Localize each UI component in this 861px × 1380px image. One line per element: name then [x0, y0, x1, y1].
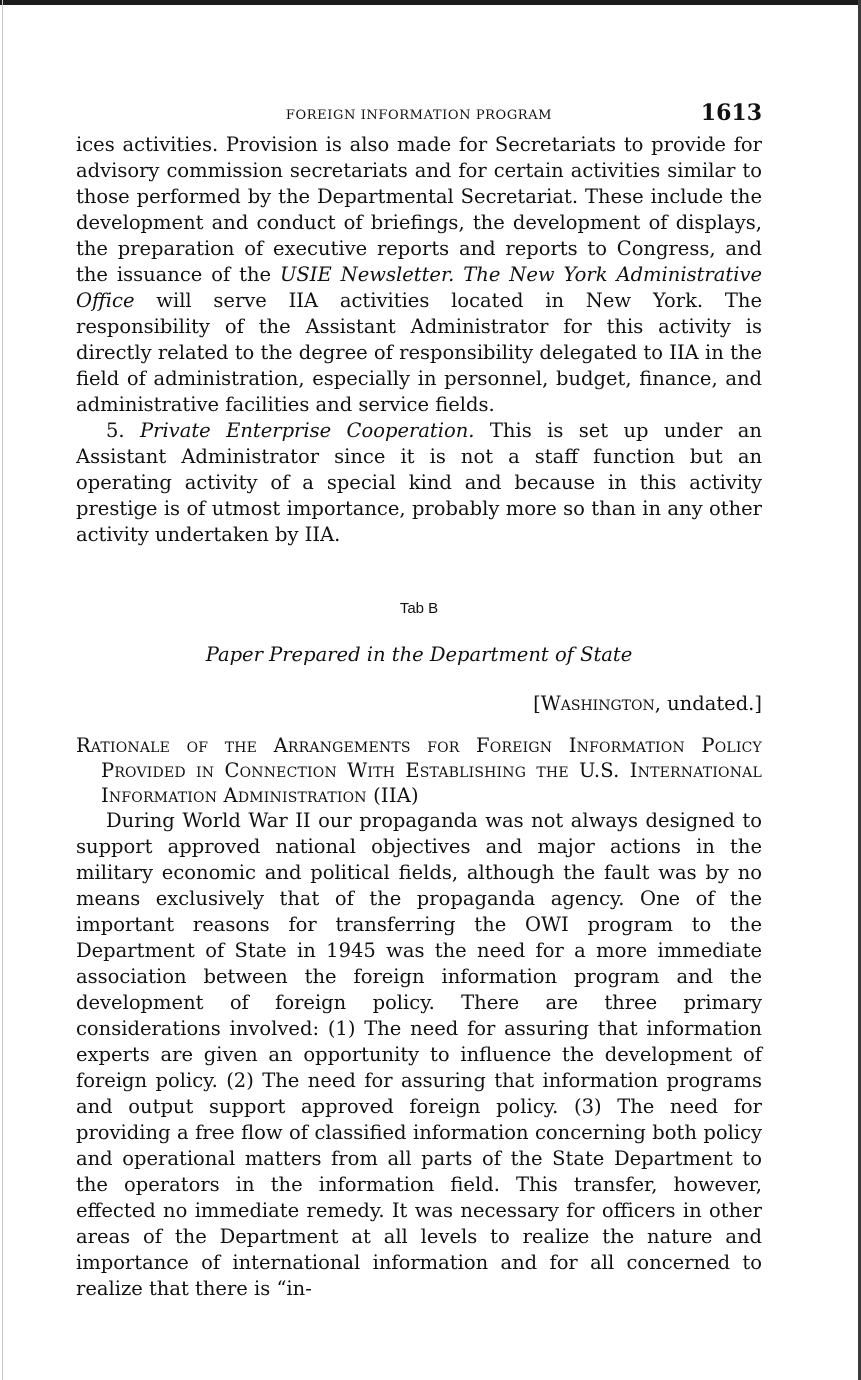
paragraph-private-enterprise	[76, 418, 762, 548]
place-city: Washington	[540, 692, 655, 715]
italic-text: USIE Newsletter. The New York Administrative Office	[76, 263, 762, 312]
document-page	[76, 98, 762, 1302]
page-top-border	[0, 0, 861, 5]
running-title: FOREIGN INFORMATION PROGRAM	[285, 108, 553, 123]
section-heading: Rationale of the Arrangements for Foreign Information Policy Provided in Connection With Establishing the U.S. International Information Administration (IIA)	[76, 734, 762, 807]
page-left-edge	[2, 0, 3, 1380]
italic-heading: Private Enterprise Cooperation.	[140, 419, 475, 442]
paragraph-secretariats	[76, 132, 762, 418]
place-open: [	[533, 692, 541, 715]
paper-title: Paper Prepared in the Department of State	[205, 643, 633, 666]
running-header	[76, 98, 762, 132]
paragraph-text: will serve IIA activities located in New York. The responsibility of the Assistant Administrator for this activity is directly related to the degree of responsibility delegated to IIA in the field of administration, especially in personnel, budget, finance, and administrative facilities and service fields.	[76, 289, 762, 416]
tab-label: Tab B	[399, 600, 439, 617]
item-number: 5.	[106, 419, 140, 442]
page-number: 1613	[700, 100, 762, 126]
place-rest: , undated.]	[654, 692, 762, 715]
paragraph-text: ices activities. Provision is also made for Secretariats to provide for advisory commission secretariats and for certain activities similar to those performed by the Departmental Secretariat. These include the development and conduct of briefings, the development of displays, the preparation of executive reports and reports to Congress, and the issuance of the	[76, 133, 762, 286]
place-date-line	[76, 692, 762, 715]
paragraph-wwii-propaganda: During World War II our propaganda was not always designed to support approved national objectives and major actions in the military economic and political fields, although the fault was by no means exclusively that of the propaganda agency. One of the important reasons for transferring the OWI program to the Department of State in 1945 was the need for a more immediate association between the foreign information program and the development of foreign policy. There are three primary considerations involved: (1) The need for assuring that information experts are given an opportunity to influence the development of foreign policy. (2) The need for assuring that information programs and output support approved foreign policy. (3) The need for providing a free flow of classified information concerning both policy and operational matters from all parts of the State Department to the operators in the information field. This transfer, however, effected no immediate remedy. It was necessary for officers in other areas of the Department at all levels to realize the nature and importance of international information and for all concerned to realize that there is “in-	[76, 809, 762, 1300]
paragraph-text: This is set up under an Assistant Administrator since it is not a staff function but an operating activity of a special kind and because in this activity prestige is of utmost importance, probably more so than in any other activity undertaken by IIA.	[76, 419, 762, 546]
